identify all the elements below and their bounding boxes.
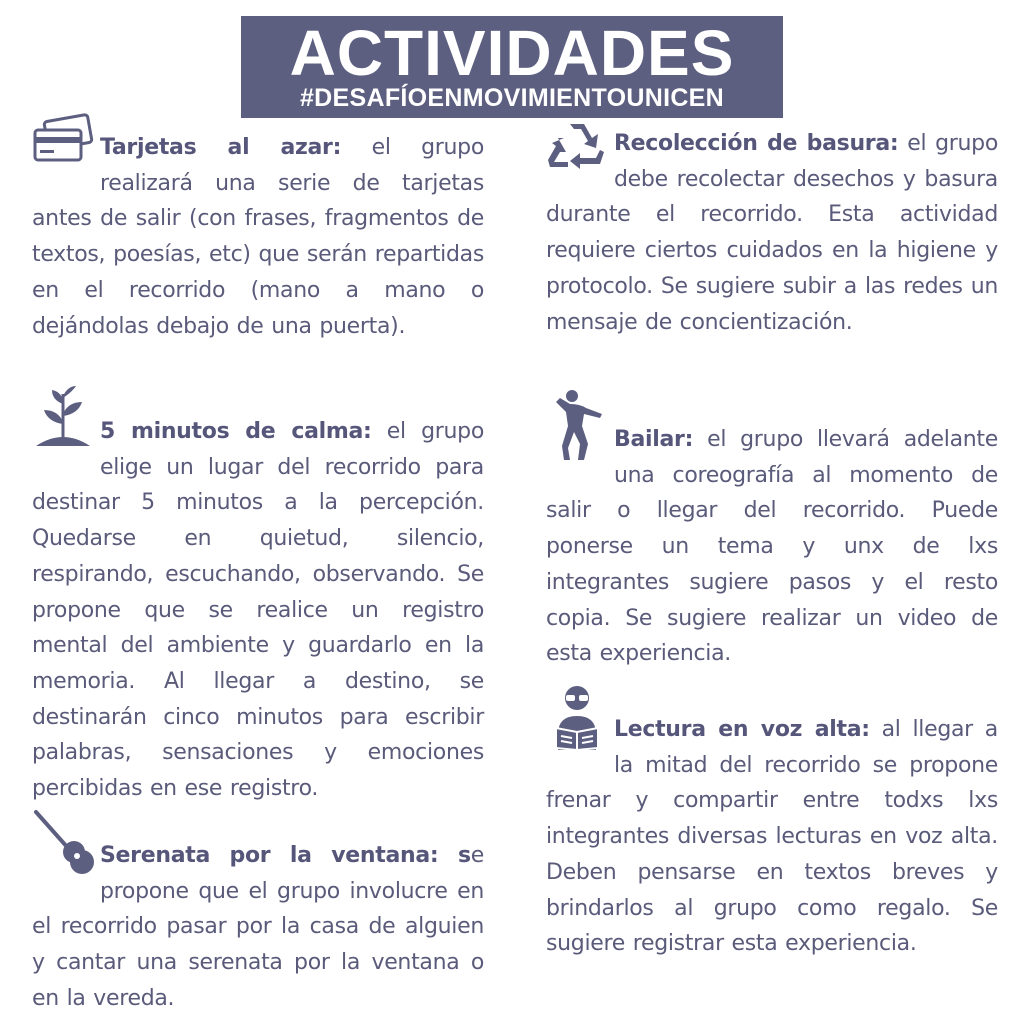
title-banner <box>241 16 783 118</box>
activity-title: Tarjetas al azar: <box>100 135 342 160</box>
activity-title: Recolección de basura: <box>614 131 899 156</box>
activity-basura <box>546 120 998 340</box>
reader-icon <box>546 684 608 750</box>
activity-text: al llegar a la mitad del recorrido se propone frenar y compartir entre todxs lxs integrantes diversas lecturas en voz alta. Deben pensarse en textos breves y brindarlos al grupo como regalo. Se sugiere registrar esta experiencia. <box>546 717 998 957</box>
recycle-icon <box>546 120 608 170</box>
activity-text: el grupo realizará una serie de tarjetas antes de salir (con frases, fragmentos de textos, poesías, etc) que serán repartidas en el recorrido (mano a mano o dejándolas debajo de una puerta). <box>32 135 484 339</box>
activity-bailar <box>546 388 998 672</box>
hashtag: #DESAFÍOENMOVIMIENTOUNICEN <box>299 84 725 112</box>
guitar-icon <box>32 808 94 874</box>
activity-title: Bailar: <box>614 427 694 452</box>
activity-title: Lectura en voz alta: <box>614 717 870 742</box>
activity-lectura <box>546 684 998 962</box>
activity-text: el grupo elige un lugar del recorrido para destinar 5 minutos a la percepción. Quedarse en quietud, silencio, respirando, escuchando, observando. Se propone que se realice un registro mental del ambiente y guardarlo en la memoria. Al llegar a destino, se destinarán cinco minutos para escribir palabras, sensaciones y emociones percibidas en ese registro. <box>32 419 485 802</box>
activity-calma <box>32 384 484 807</box>
activity-tarjetas <box>32 112 484 344</box>
activity-title: 5 minutos de calma: <box>100 419 372 444</box>
page-title: ACTIVIDADES <box>289 17 735 89</box>
dancer-icon <box>546 388 608 460</box>
credit-cards-icon <box>32 112 94 166</box>
activity-text: e propone que el grupo involucre en el recorrido pasar por la casa de alguien y cantar una serenata por la ventana o en la vereda. <box>32 843 484 1011</box>
activity-serenata <box>32 808 484 1017</box>
activity-text: el grupo llevará adelante una coreografía al momento de salir o llegar del recorrido. Puede ponerse un tema y unx de lxs integrantes sugiere pasos y el resto copia. Se sugiere realizar un video de esta experiencia. <box>546 427 998 667</box>
plant-icon <box>32 384 94 450</box>
activity-title: Serenata por la ventana: s <box>100 843 471 868</box>
activity-text: el grupo debe recolectar desechos y basura durante el recorrido. Esta actividad requiere ciertos cuidados en la higiene y protocolo. Se sugiere subir a las redes un mensaje de concientización. <box>546 131 999 335</box>
